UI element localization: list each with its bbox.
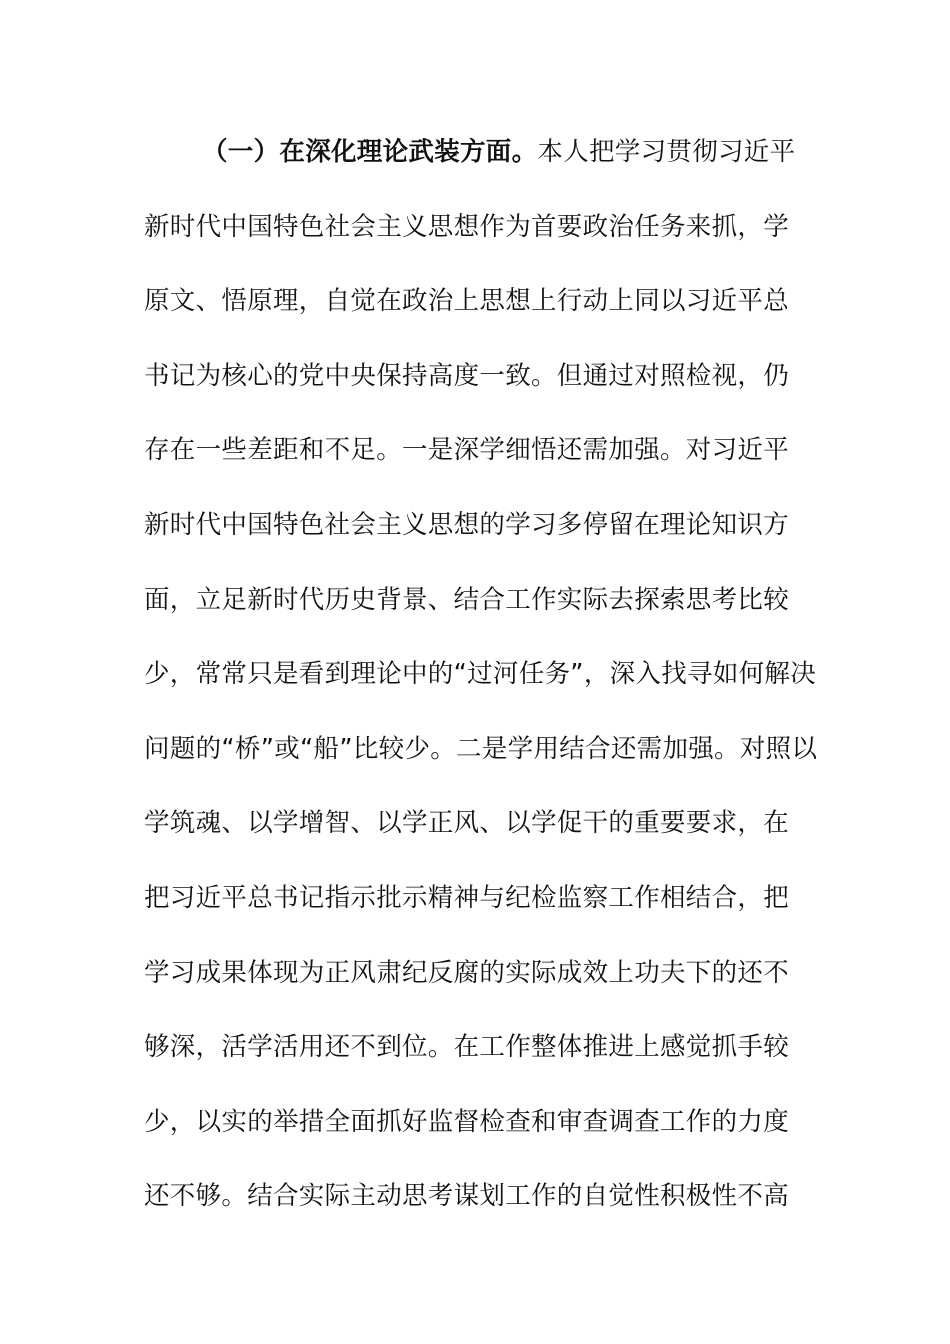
paragraph-line-6: 新时代中国特色社会主义思想的学习多停留在理论知识方 [144,509,790,540]
paragraph-line-14: 少，以实的举措全面抓好监督检查和审查调查工作的力度 [144,1106,790,1137]
section-heading: （一）在深化理论武装方面。 [202,137,538,167]
paragraph-line-4: 书记为核心的党中央保持高度一致。但通过对照检视，仍 [144,360,790,391]
paragraph-line-10: 学筑魂、以学增智、以学正风、以学促干的重要要求，在 [144,808,790,839]
paragraph-line-1 [144,128,808,203]
paragraph-line-13: 够深，活学活用还不到位。在工作整体推进上感觉抓手较 [144,1032,790,1063]
paragraph-line-12: 学习成果体现为正风肃纪反腐的实际成效上功夫下的还不 [144,957,790,988]
paragraph-line-9: 问题的“桥”或“船”比较少。二是学用结合还需加强。对照以 [144,733,818,764]
paragraph-line-7: 面，立足新时代历史背景、结合工作实际去探索思考比较 [144,584,790,615]
paragraph-line-1-text: 本人把学习贯彻习近平 [537,137,796,167]
paragraph-line-2: 新时代中国特色社会主义思想作为首要政治任务来抓，学 [144,211,790,242]
paragraph-line-15: 还不够。结合实际主动思考谋划工作的自觉性积极性不高 [144,1181,790,1212]
paragraph-line-5: 存在一些差距和不足。一是深学细悟还需加强。对习近平 [144,435,790,466]
paragraph-line-11: 把习近平总书记指示批示精神与纪检监察工作相结合，把 [144,882,790,913]
paragraph-line-3: 原文、悟原理，自觉在政治上思想上行动上同以习近平总 [144,286,790,317]
body-paragraph [144,128,818,1247]
paragraph-line-8: 少，常常只是看到理论中的“过河任务”，深入找寻如何解决 [144,659,817,690]
